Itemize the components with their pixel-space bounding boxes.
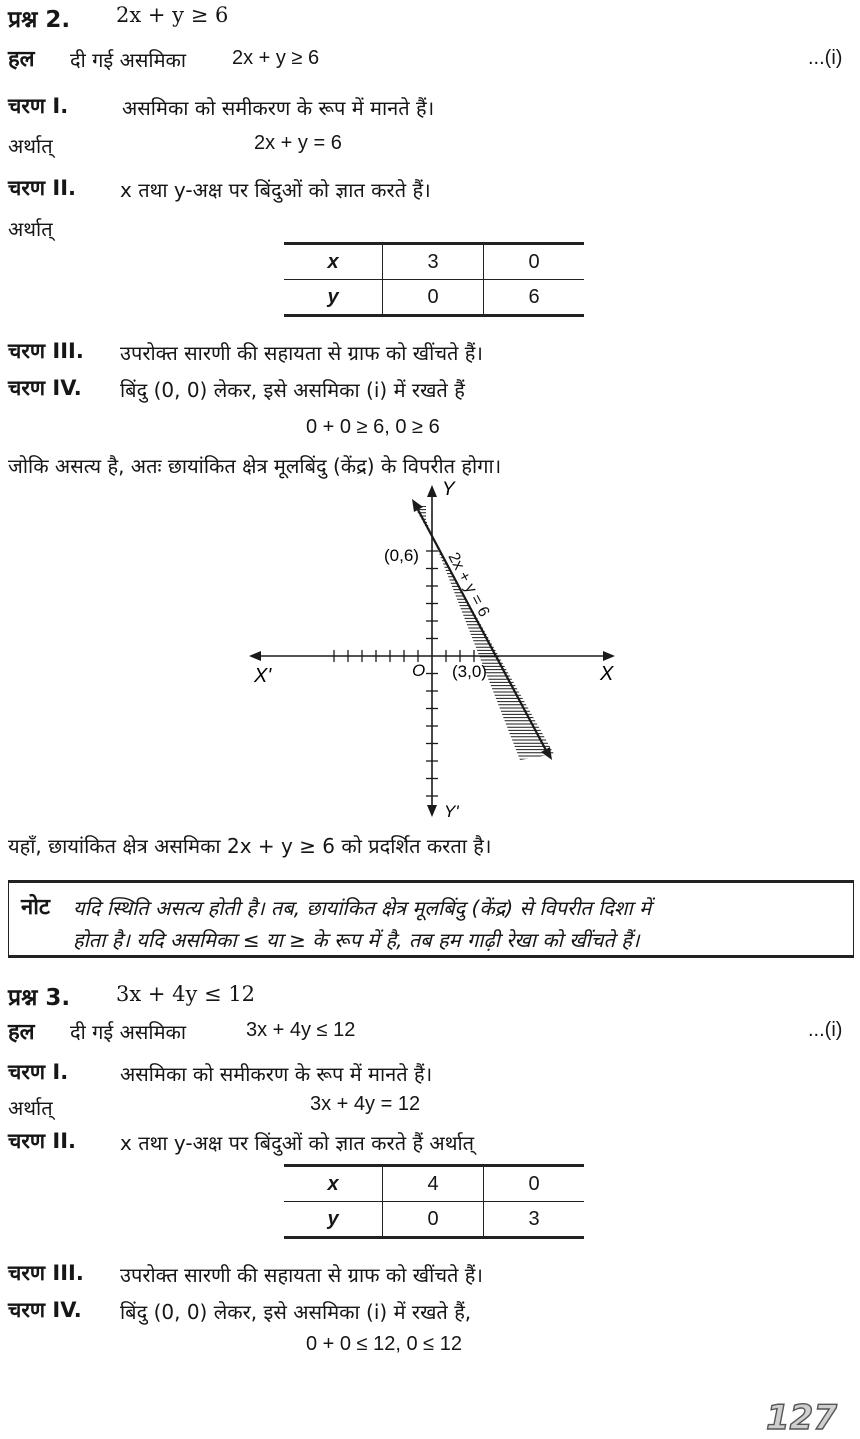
q3-arthat: अर्थात् [8, 1096, 53, 1120]
q3-step1-label: चरण I. [8, 1060, 69, 1084]
point-label-x-intercept: (3,0) [452, 662, 487, 681]
label-x-prime: X' [254, 665, 272, 687]
table-cell: x [284, 1166, 383, 1202]
q2-arthat-2: अर्थात् [8, 217, 53, 241]
q2-label: प्रश्न 2. [8, 7, 71, 33]
q3-step1-text: असमिका को समीकरण के रूप में मानते हैं। [120, 1062, 433, 1086]
q2-step2-text: x तथा y-अक्ष पर बिंदुओं को ज्ञात करते हैं। [120, 178, 431, 202]
page-number: 127 [766, 1398, 837, 1438]
q2-solution-expression: 2x + y ≥ 6 [232, 47, 320, 69]
q2-step4-label: चरण IV. [8, 376, 82, 400]
table-cell: 0 [383, 280, 484, 316]
q2-arthat-1: अर्थात् [8, 134, 53, 158]
q3-solution-expression: 3x + 4y ≤ 12 [246, 1019, 356, 1041]
table-cell: 0 [484, 244, 585, 280]
q3-step4-label: चरण IV. [8, 1298, 82, 1322]
q2-graph-conclusion: यहाँ, छायांकित क्षेत्र असमिका 2x + y ≥ 6 को प्रदर्शित करता है। [8, 834, 492, 858]
q3-expression: 3x + 4y ≤ 12 [116, 982, 256, 1006]
q3-step2-text: x तथा y-अक्ष पर बिंदुओं को ज्ञात करते हैं अर्थात् [120, 1131, 475, 1155]
q3-check-expression: 0 + 0 ≤ 12, 0 ≤ 12 [306, 1333, 462, 1355]
label-origin: O [412, 661, 426, 680]
table-cell: 4 [383, 1166, 484, 1202]
label-x: X [600, 663, 614, 685]
q3-equation-ref: ...(i) [808, 1019, 843, 1041]
q2-solution-label: हल [8, 47, 35, 72]
q3-equation: 3x + 4y = 12 [310, 1093, 421, 1115]
q2-solution-text: दी गई असमिका [70, 48, 187, 72]
q3-label: प्रश्न 3. [8, 985, 71, 1011]
y-axis-top-arrow [427, 485, 437, 497]
q3-step3-text: उपरोक्त सारणी की सहायता से ग्राफ को खींचते हैं। [120, 1263, 483, 1287]
table-cell: 0 [383, 1202, 484, 1238]
note-line-2: होता है। यदि असमिका ≤ या ≥ के रूप में है, तब हम गाढ़ी रेखा को खींचते हैं। [73, 928, 640, 952]
q2-expression: 2x + y ≥ 6 [116, 3, 229, 27]
q3-step2-label: चरण II. [8, 1129, 77, 1153]
q2-step3-text: उपरोक्त सारणी की सहायता से ग्राफ को खींचते हैं। [120, 341, 483, 365]
q2-equation-ref: ...(i) [808, 47, 843, 69]
q3-solution-text: दी गई असमिका [70, 1020, 187, 1044]
y-axis-bottom-arrow [427, 805, 437, 817]
table-cell: y [284, 280, 383, 316]
table-cell: x [284, 244, 383, 280]
note-line-1: यदि स्थिति असत्य होती है। तब, छायांकित क्षेत्र मूलबिंदु (केंद्र) से विपरीत दिशा में [73, 896, 652, 920]
q3-solution-label: हल [8, 1020, 35, 1045]
q2-step1-text: असमिका को समीकरण के रूप में मानते हैं। [122, 96, 435, 120]
x-axis-left-arrow [249, 651, 261, 661]
q2-step3-label: चरण III. [8, 339, 84, 363]
q3-step3-label: चरण III. [8, 1261, 84, 1285]
q2-step1-label: चरण I. [8, 94, 69, 118]
q2-equation: 2x + y = 6 [254, 132, 342, 154]
point-label-y-intercept: (0,6) [384, 546, 419, 565]
line-equation-label: 2x + y = 6 [444, 549, 493, 620]
q2-step2-label: चरण II. [8, 176, 77, 200]
q2-step4-text: बिंदु (0, 0) लेकर, इसे असमिका (i) में रखते हैं [120, 378, 465, 402]
boundary-line [412, 499, 552, 760]
table-row [284, 1202, 584, 1238]
table-cell: 3 [484, 1202, 585, 1238]
table-row [284, 1166, 584, 1202]
label-y: Y [442, 479, 455, 500]
q3-step4-text: बिंदु (0, 0) लेकर, इसे असमिका (i) में रखते हैं, [120, 1300, 472, 1324]
note-box [8, 880, 854, 958]
table-cell: y [284, 1202, 383, 1238]
table-cell: 0 [484, 1166, 585, 1202]
label-y-prime: Y' [444, 802, 459, 821]
table-cell: 3 [383, 244, 484, 280]
q3-values-table [284, 1164, 584, 1239]
table-cell: 6 [484, 280, 585, 316]
q2-conclusion: जोकि असत्य है, अतः छायांकित क्षेत्र मूलबिंदु (केंद्र) के विपरीत होगा। [8, 454, 502, 478]
note-label: नोट [21, 895, 50, 920]
x-axis-right-arrow [603, 651, 615, 661]
q2-check-expression: 0 + 0 ≥ 6, 0 ≥ 6 [306, 416, 440, 438]
